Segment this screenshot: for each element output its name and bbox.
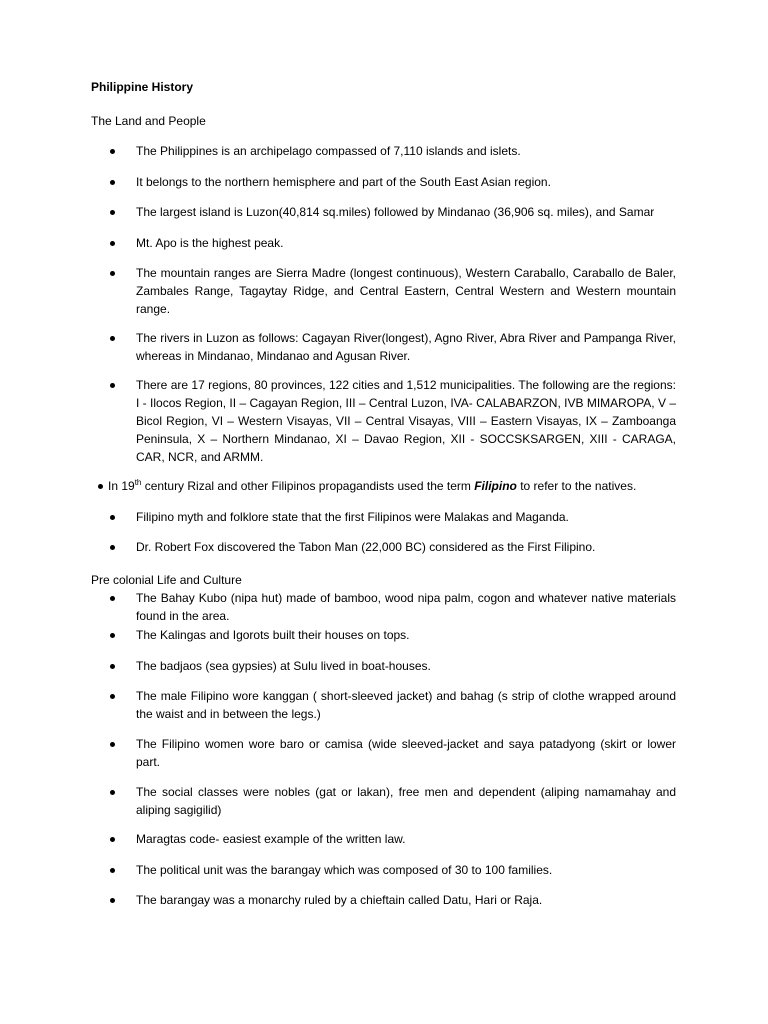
bullet-icon: [110, 664, 115, 669]
century-middle: century Rizal and other Filipinos propagandists used the term: [141, 479, 475, 493]
bullet-icon: [110, 545, 115, 550]
list-item: [110, 657, 676, 675]
list-item: [110, 735, 676, 771]
list-item: [110, 203, 676, 221]
list-item-text: The barangay was a monarchy ruled by a chieftain called Datu, Hari or Raja.: [136, 893, 543, 907]
bullet-icon: [110, 383, 115, 388]
century-suffix: to refer to the natives.: [516, 479, 637, 493]
list-item: [110, 329, 676, 365]
list-item-text: It belongs to the northern hemisphere and part of the South East Asian region.: [136, 175, 551, 189]
bullet-icon: [110, 898, 115, 903]
list-item: [110, 142, 676, 160]
list-item-text: The rivers in Luzon as follows: Cagayan River(longest), Agno River, Abra River and Pampanga River, whereas in Mindanao, Mindanao and Agusan River.: [136, 331, 676, 363]
list-item-text: The Bahay Kubo (nipa hut) made of bamboo, wood nipa palm, cogon and whatever native materials found in the area.: [136, 591, 676, 623]
list-item-text: Filipino myth and folklore state that the first Filipinos were Malakas and Maganda.: [136, 510, 569, 524]
list-item-text: Maragtas code- easiest example of the written law.: [136, 832, 406, 846]
list-item: [110, 687, 676, 723]
list-item-century: [95, 477, 636, 495]
list-item: [110, 589, 676, 625]
list-item-text: Dr. Robert Fox discovered the Tabon Man (22,000 BC) considered as the First Filipino.: [136, 540, 596, 554]
list-item-text: The Philippines is an archipelago compassed of 7,110 islands and islets.: [136, 144, 521, 158]
bullet-icon: [110, 790, 115, 795]
list-item-text: Mt. Apo is the highest peak.: [136, 236, 284, 250]
list-item: [110, 830, 676, 848]
list-item: [110, 173, 676, 191]
list-item-text: The social classes were nobles (gat or lakan), free men and dependent (aliping namamahay and aliping sagigilid): [136, 785, 676, 817]
list-item: [110, 861, 676, 879]
bullet-icon: [110, 868, 115, 873]
list-item-text: The Kalingas and Igorots built their houses on tops.: [136, 628, 410, 642]
list-item: [110, 891, 676, 909]
list-item: [110, 508, 676, 526]
filipino-term: Filipino: [474, 479, 517, 493]
bullet-icon: [110, 149, 115, 154]
section-heading-precolonial: Pre colonial Life and Culture: [91, 573, 242, 587]
bullet-icon: [110, 336, 115, 341]
section-heading-land: The Land and People: [91, 114, 206, 128]
list-item-text: The Filipino women wore baro or camisa (wide sleeved-jacket and saya patadyong (skirt or lower part.: [136, 737, 676, 769]
bullet-icon: [110, 596, 115, 601]
century-text: [108, 479, 636, 493]
bullet-icon: [110, 271, 115, 276]
bullet-icon: [110, 742, 115, 747]
document-title: Philippine History: [91, 80, 194, 94]
century-prefix: In 19: [108, 479, 135, 493]
bullet-icon: [110, 515, 115, 520]
century-superscript: th: [134, 478, 142, 487]
list-item-text: The mountain ranges are Sierra Madre (longest continuous), Western Caraballo, Caraballo de Baler, Zambales Range, Tagaytay Ridge, and Central Eastern, Central Western and Western mountain range.: [136, 266, 676, 316]
bullet-icon: [98, 484, 103, 489]
bullet-icon: [110, 241, 115, 246]
bullet-icon: [110, 210, 115, 215]
list-item: [110, 234, 676, 252]
list-item: [110, 626, 676, 644]
list-item: [110, 264, 676, 318]
bullet-icon: [110, 633, 115, 638]
list-item-text: The political unit was the barangay which was composed of 30 to 100 families.: [136, 863, 553, 877]
list-item: [110, 783, 676, 819]
bullet-icon: [110, 837, 115, 842]
list-item-text: There are 17 regions, 80 provinces, 122 cities and 1,512 municipalities. The following are the regions: I - Ilocos Region, II – Cagayan Region, III – Central Luzon, IVA- CALABARZON, IVB MIMAROPA, V – Bicol Region, VI – Western Visayas, VII – Central Visayas, VIII – Eastern Visayas, IX – Zamboanga Peninsula, X – Northern Mindanao, XI – Davao Region, XII - SOCCSKSARGEN, XIII - CARAGA, CAR, NCR, and ARMM.: [136, 378, 676, 464]
bullet-icon: [110, 694, 115, 699]
list-item-text: The largest island is Luzon(40,814 sq.miles) followed by Mindanao (36,906 sq. miles), and Samar: [136, 205, 655, 219]
list-item: [110, 538, 676, 556]
list-item-text: The badjaos (sea gypsies) at Sulu lived in boat-houses.: [136, 659, 431, 673]
list-item-text: The male Filipino wore kanggan ( short-sleeved jacket) and bahag (s strip of clothe wrapped around the waist and in between the legs.): [136, 689, 676, 721]
bullet-icon: [110, 180, 115, 185]
list-item: [110, 376, 676, 466]
